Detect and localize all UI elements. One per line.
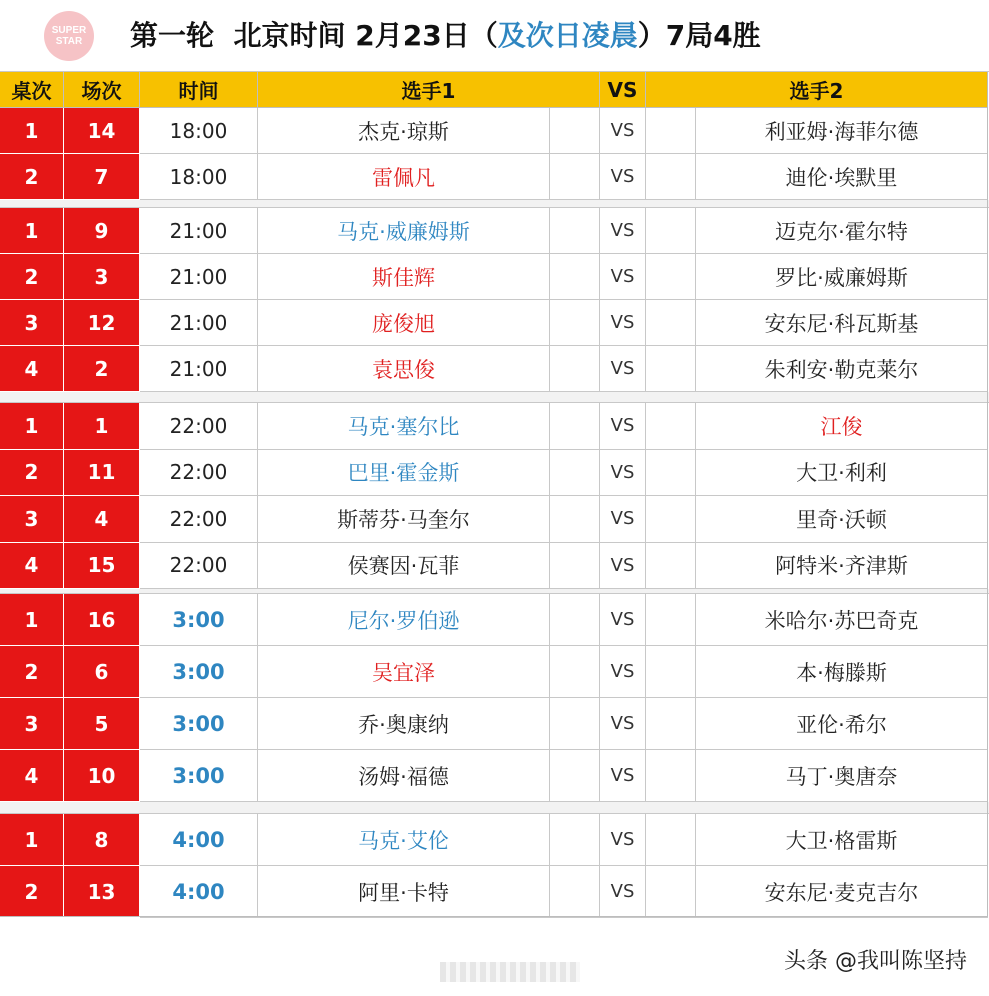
column-header-time: 时间 — [140, 72, 258, 108]
empty-cell — [646, 300, 696, 346]
table-number: 2 — [0, 866, 64, 918]
column-header-vs: VS — [600, 72, 646, 108]
empty-cell — [646, 543, 696, 590]
match-time: 21:00 — [140, 300, 258, 346]
table-row — [0, 698, 989, 750]
player1-name: 吴宜泽 — [258, 646, 550, 698]
vs-label: VS — [600, 403, 646, 450]
watermark: 头条 @我叫陈坚持 — [784, 949, 967, 974]
empty-cell — [550, 108, 600, 154]
logo — [44, 11, 94, 61]
match-time: 21:00 — [140, 254, 258, 300]
vs-label: VS — [600, 698, 646, 750]
player1-name: 汤姆·福德 — [258, 750, 550, 802]
player2-name: 罗比·威廉姆斯 — [696, 254, 988, 300]
player2-name: 亚伦·希尔 — [696, 698, 988, 750]
match-number: 10 — [64, 750, 140, 802]
table-number: 4 — [0, 346, 64, 392]
empty-cell — [646, 750, 696, 802]
table-row — [0, 208, 989, 254]
blurred-text — [440, 962, 580, 982]
match-time: 18:00 — [140, 154, 258, 200]
empty-cell — [550, 814, 600, 866]
empty-cell — [646, 346, 696, 392]
title-suffix: ）7局4胜 — [637, 19, 761, 52]
table-row — [0, 346, 989, 392]
vs-label: VS — [600, 750, 646, 802]
player2-name: 本·梅滕斯 — [696, 646, 988, 698]
match-time: 4:00 — [140, 814, 258, 866]
player1-name: 乔·奥康纳 — [258, 698, 550, 750]
table-number: 1 — [0, 208, 64, 254]
match-time: 18:00 — [140, 108, 258, 154]
vs-label: VS — [600, 496, 646, 543]
empty-cell — [646, 254, 696, 300]
column-header-match: 场次 — [64, 72, 140, 108]
empty-cell — [646, 866, 696, 918]
empty-cell — [550, 496, 600, 543]
empty-cell — [646, 108, 696, 154]
empty-cell — [550, 866, 600, 918]
player1-name: 尼尔·罗伯逊 — [258, 594, 550, 646]
match-time: 3:00 — [140, 594, 258, 646]
table-row — [0, 108, 989, 154]
player1-name: 斯蒂芬·马奎尔 — [258, 496, 550, 543]
title-prefix: 第一轮 北京时间 2月23日（ — [130, 19, 498, 52]
table-row — [0, 866, 989, 918]
empty-cell — [646, 814, 696, 866]
vs-label: VS — [600, 814, 646, 866]
match-time: 3:00 — [140, 750, 258, 802]
match-number: 15 — [64, 543, 140, 590]
table-row — [0, 646, 989, 698]
column-header-player2: 选手2 — [646, 72, 988, 108]
match-number: 14 — [64, 108, 140, 154]
table-row — [0, 543, 989, 590]
empty-cell — [550, 346, 600, 392]
player1-name: 庞俊旭 — [258, 300, 550, 346]
player2-name: 利亚姆·海菲尔德 — [696, 108, 988, 154]
empty-cell — [550, 403, 600, 450]
empty-cell — [550, 208, 600, 254]
player1-name: 斯佳辉 — [258, 254, 550, 300]
player1-name: 杰克·琼斯 — [258, 108, 550, 154]
match-number: 11 — [64, 450, 140, 497]
empty-cell — [646, 450, 696, 497]
vs-label: VS — [600, 254, 646, 300]
table-row — [0, 450, 989, 497]
table-number: 1 — [0, 403, 64, 450]
match-number: 12 — [64, 300, 140, 346]
table-number: 1 — [0, 108, 64, 154]
table-number: 4 — [0, 543, 64, 590]
match-time: 22:00 — [140, 543, 258, 590]
match-number: 6 — [64, 646, 140, 698]
player2-name: 迈克尔·霍尔特 — [696, 208, 988, 254]
match-time: 22:00 — [140, 450, 258, 497]
player2-name: 江俊 — [696, 403, 988, 450]
player1-name: 马克·威廉姆斯 — [258, 208, 550, 254]
logo-text: SUPER STAR — [51, 25, 87, 47]
empty-cell — [646, 646, 696, 698]
empty-cell — [646, 403, 696, 450]
group-separator — [0, 392, 989, 403]
group-separator — [0, 802, 989, 814]
player2-name: 里奇·沃顿 — [696, 496, 988, 543]
empty-cell — [646, 594, 696, 646]
vs-label: VS — [600, 154, 646, 200]
match-time: 3:00 — [140, 646, 258, 698]
match-time: 21:00 — [140, 208, 258, 254]
table-row — [0, 814, 989, 866]
empty-cell — [646, 496, 696, 543]
player1-name: 马克·塞尔比 — [258, 403, 550, 450]
vs-label: VS — [600, 108, 646, 154]
match-time: 3:00 — [140, 698, 258, 750]
match-time: 22:00 — [140, 403, 258, 450]
group-separator — [0, 200, 989, 208]
table-row — [0, 496, 989, 543]
match-number: 3 — [64, 254, 140, 300]
table-number: 3 — [0, 698, 64, 750]
vs-label: VS — [600, 594, 646, 646]
match-time: 21:00 — [140, 346, 258, 392]
match-number: 5 — [64, 698, 140, 750]
empty-cell — [646, 154, 696, 200]
title-highlight: 及次日凌晨 — [497, 19, 638, 52]
vs-label: VS — [600, 208, 646, 254]
vs-label: VS — [600, 346, 646, 392]
table-row — [0, 300, 989, 346]
column-header-player1: 选手1 — [258, 72, 600, 108]
empty-cell — [550, 450, 600, 497]
player2-name: 米哈尔·苏巴奇克 — [696, 594, 988, 646]
table-number: 1 — [0, 594, 64, 646]
table-row — [0, 403, 989, 450]
match-time: 4:00 — [140, 866, 258, 918]
player2-name: 阿特米·齐津斯 — [696, 543, 988, 590]
page-title — [130, 14, 761, 58]
vs-label: VS — [600, 300, 646, 346]
empty-cell — [550, 300, 600, 346]
match-number: 7 — [64, 154, 140, 200]
table-number: 4 — [0, 750, 64, 802]
table-row — [0, 750, 989, 802]
match-number: 4 — [64, 496, 140, 543]
vs-label: VS — [600, 543, 646, 590]
empty-cell — [550, 543, 600, 590]
player2-name: 朱利安·勒克莱尔 — [696, 346, 988, 392]
table-row — [0, 594, 989, 646]
empty-cell — [646, 698, 696, 750]
empty-cell — [550, 594, 600, 646]
table-number: 2 — [0, 254, 64, 300]
match-number: 2 — [64, 346, 140, 392]
empty-cell — [550, 698, 600, 750]
match-number: 8 — [64, 814, 140, 866]
header — [0, 0, 989, 72]
empty-cell — [550, 254, 600, 300]
match-number: 9 — [64, 208, 140, 254]
table-number: 3 — [0, 496, 64, 543]
match-number: 13 — [64, 866, 140, 918]
player1-name: 袁思俊 — [258, 346, 550, 392]
vs-label: VS — [600, 450, 646, 497]
player1-name: 雷佩凡 — [258, 154, 550, 200]
table-number: 3 — [0, 300, 64, 346]
empty-cell — [550, 154, 600, 200]
player2-name: 大卫·格雷斯 — [696, 814, 988, 866]
column-header-table: 桌次 — [0, 72, 64, 108]
table-number: 2 — [0, 154, 64, 200]
player1-name: 阿里·卡特 — [258, 866, 550, 918]
match-time: 22:00 — [140, 496, 258, 543]
empty-cell — [550, 646, 600, 698]
player2-name: 大卫·利利 — [696, 450, 988, 497]
vs-label: VS — [600, 866, 646, 918]
player2-name: 马丁·奥唐奈 — [696, 750, 988, 802]
player2-name: 安东尼·科瓦斯基 — [696, 300, 988, 346]
match-number: 1 — [64, 403, 140, 450]
empty-cell — [550, 750, 600, 802]
empty-cell — [646, 208, 696, 254]
player1-name: 马克·艾伦 — [258, 814, 550, 866]
table-number: 2 — [0, 450, 64, 497]
player2-name: 迪伦·埃默里 — [696, 154, 988, 200]
player2-name: 安东尼·麦克吉尔 — [696, 866, 988, 918]
player1-name: 巴里·霍金斯 — [258, 450, 550, 497]
table-row — [0, 254, 989, 300]
table-number: 2 — [0, 646, 64, 698]
table-row — [0, 154, 989, 200]
table-number: 1 — [0, 814, 64, 866]
match-number: 16 — [64, 594, 140, 646]
player1-name: 侯赛因·瓦菲 — [258, 543, 550, 590]
vs-label: VS — [600, 646, 646, 698]
